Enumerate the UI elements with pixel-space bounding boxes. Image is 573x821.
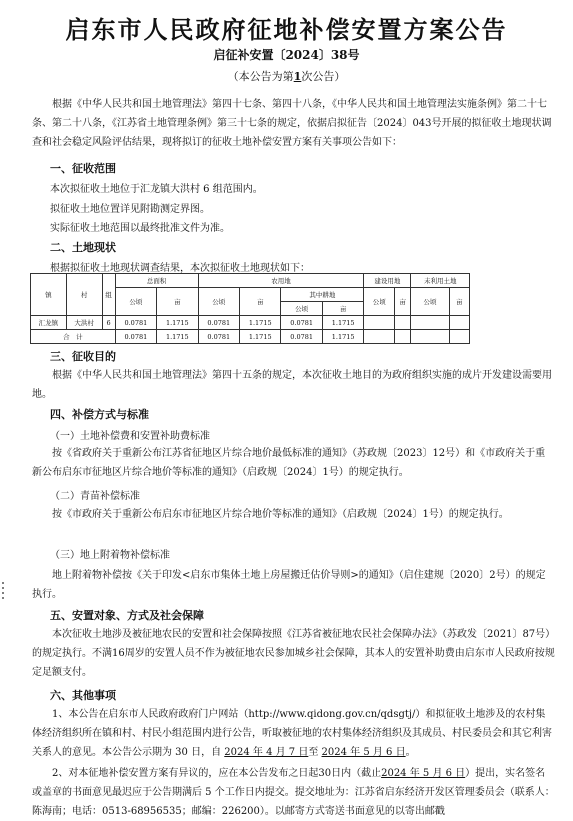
text-line: 本次拟征收土地位于汇龙镇大洪村 6 组范围内。 (50, 184, 263, 195)
attachment-paragraph: 地上附着物补偿按《关于印发<启东市集体土地上房屋搬迁估价导则>的通知》（启住建规〔2020〕2号）的规定执行。 (32, 570, 546, 600)
section-heading: 五、安置对象、方式及社会保障 (50, 609, 204, 622)
text-line: 根据拟征收土地现状调查结果，本次拟征收土地现状如下： (50, 263, 310, 274)
section-heading: 四、补偿方式与标准 (50, 408, 149, 421)
issue-note: （本公告为第1次公告） (227, 70, 346, 83)
purpose-paragraph: 根据《中华人民共和国土地管理法》第四十五条的规定，本次征收土地目的为政府组织实施的成片开发建设需要用地。 (32, 370, 552, 400)
doc-number: 启征补安置〔2024〕38号 (213, 48, 360, 62)
section-heading: 一、征收范围 (50, 162, 116, 175)
section-heading: 六、其他事项 (50, 689, 116, 702)
section-heading: 二、土地现状 (50, 241, 116, 254)
compensation-paragraph: 按《省政府关于重新公布江苏省征地区片综合地价最低标准的通知》（苏政规〔2023〕12号）和《市政府关于重新公布启东市征地区片综合地价等标准的通知》（启政规〔2024〕1号）的规定执行。 (32, 448, 546, 478)
text-line: 实际征收土地范围以最终批准文件为准。 (50, 223, 230, 234)
subsection-heading: （二）青苗补偿标准 (50, 491, 140, 502)
subsection-heading: （一）土地补偿费和安置补助费标准 (50, 431, 210, 442)
section-heading: 三、征收目的 (50, 350, 116, 363)
subsection-heading: （三）地上附着物补偿标准 (50, 550, 170, 561)
other-item-2: 2、对本征地补偿安置方案有异议的，应在本公告发布之日起30日内（截止2024 年 5 月 6 日）提出，实名签名或盖章的书面意见最迟应于公告期满后 5 个工作日内提交。提交地址为：江苏省启东经济开发区管理委员会（联系人：陈海南；电话：0513-68956535；邮编：226200）。以邮寄方式寄送书面意见的以寄出邮戳 (32, 768, 555, 817)
drag-handle-icon[interactable] (2, 582, 5, 602)
resettlement-paragraph: 本次征收土地涉及被征地农民的安置和社会保障按照《江苏省被征地农民社会保障办法》（苏政发〔2021〕87号）的规定执行。不满16周岁的安置人员不作为被征地农民参加城乡社会保障，其本人的安置补助费由启东市人民政府按规定足额支付。 (32, 629, 555, 678)
crop-paragraph: 按《市政府关于重新公布启东市征地区片综合地价等标准的通知》（启政规〔2024〕1号）的规定执行。 (52, 509, 509, 520)
page-title: 启东市人民政府征地补偿安置方案公告 (65, 15, 508, 44)
table-row: 合 计 0.0781 1.1715 0.0781 1.1715 0.0781 1.1715 (31, 330, 470, 344)
land-status-table: 镇 村 组 总面积 农用地 建设用地 未利用土地 公顷 亩 公顷 亩 其中耕地 公顷 亩 公顷 亩 公顷 亩 汇龙镇 大洪村 6 0.0781 1.1715 0.0781 1.1715 0.0781 1.1715 合 计 0.0781 1.1715 0.0781 1.1715 0.0781 1.1715 (30, 273, 470, 344)
table-row: 汇龙镇 大洪村 6 0.0781 1.1715 0.0781 1.1715 0.0781 1.1715 (31, 316, 470, 330)
other-item-1: 1、本公告在启东市人民政府政府门户网站（http://www.qidong.gov.cn/qdsgtj/）和拟征收土地涉及的农村集体经济组织所在镇和村、村民小组范围内进行公告，听取被征地的农村集体经济组织及其成员、村民委员会和其它利害关系人的意见。本公告公示期为 30 日，自 2024 年 4 月 7 日至 2024 年 5 月 6 日。 (32, 709, 552, 758)
intro-paragraph: 根据《中华人民共和国土地管理法》第四十七条、第四十八条，《中华人民共和国土地管理法实施条例》第二十七条、第二十八条，《江苏省土地管理条例》第三十七条的规定，依据启拟征告〔2024〕043号开展的拟征收土地现状调查和社会稳定风险评估结果，现将拟订的征收土地补偿安置方案有关事项公告如下： (32, 99, 552, 148)
text-line: 拟征收土地位置详见附勘测定界图。 (50, 204, 210, 215)
